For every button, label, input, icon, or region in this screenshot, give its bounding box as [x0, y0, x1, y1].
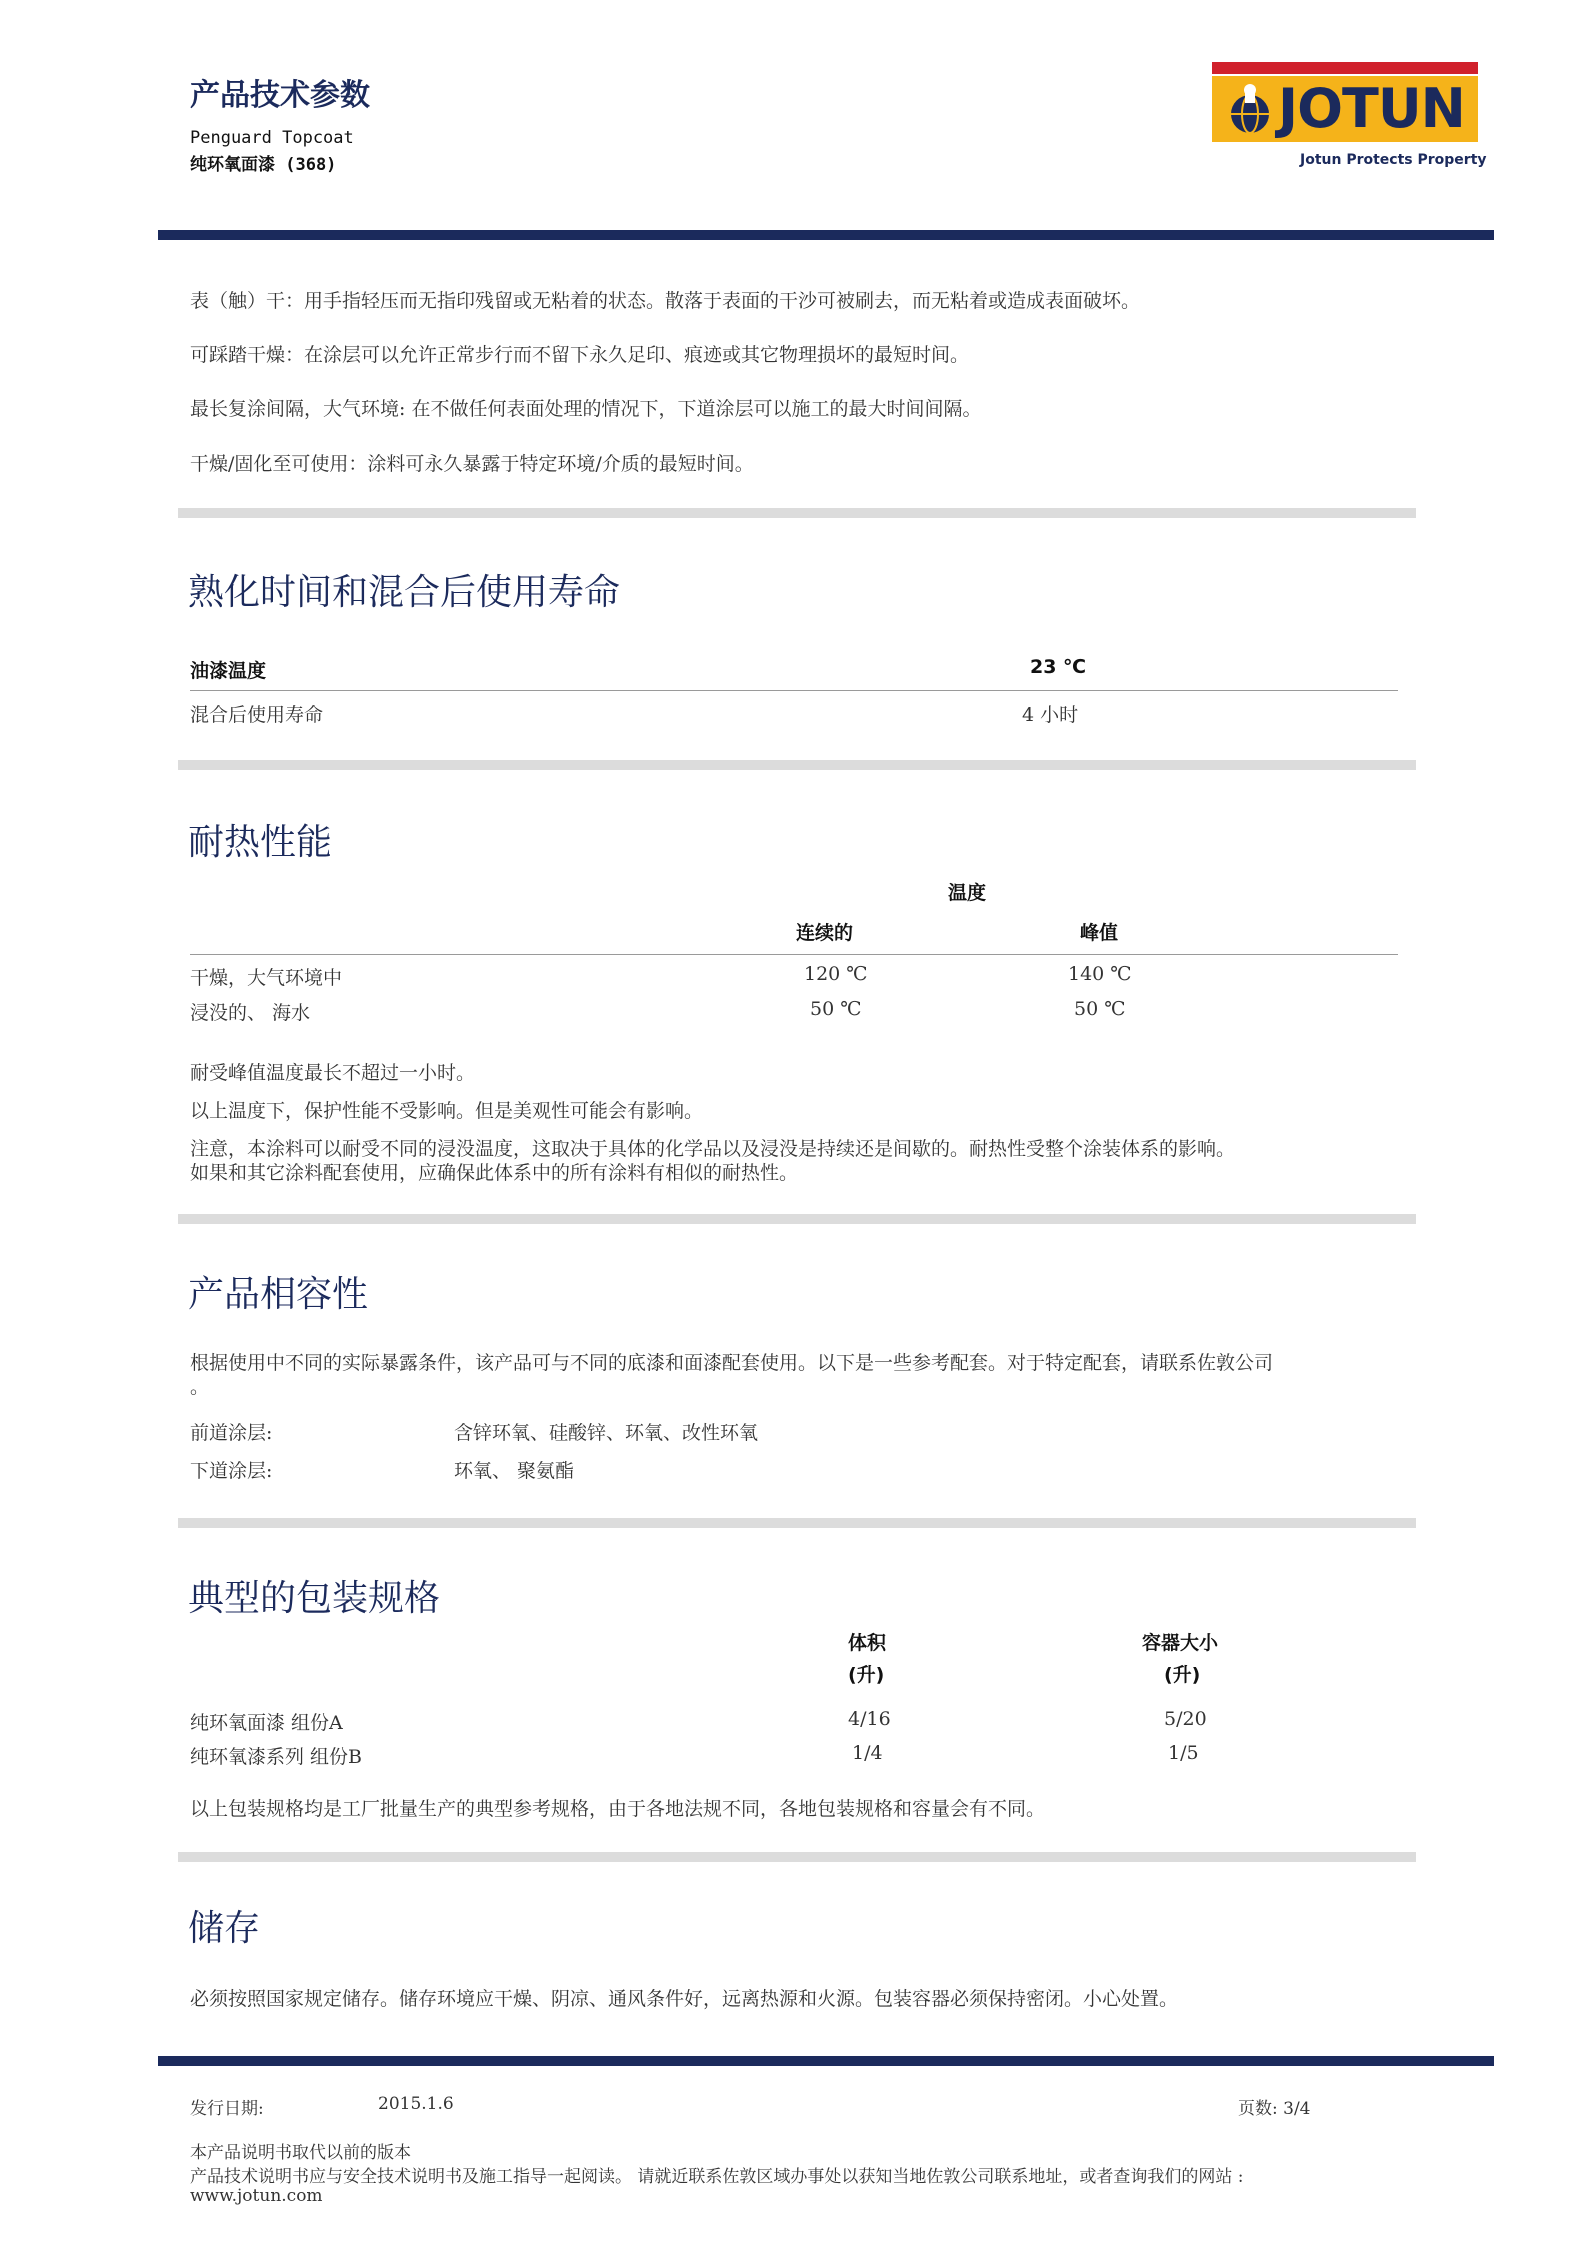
- pack-row-label: 纯环氧面漆 组份A: [190, 1712, 343, 1734]
- section-divider: [178, 1214, 1416, 1224]
- definition-touch-dry: 表（触）干：用手指轻压而无指印残留或无粘着的状态。散落于表面的干沙可被刷去，而无粘着或造成表面破坏。: [190, 290, 1141, 312]
- compat-next-label: 下道涂层:: [190, 1460, 273, 1482]
- section-heading-packaging: 典型的包装规格: [188, 1578, 441, 1619]
- issue-date-label: 发行日期:: [190, 2099, 264, 2119]
- footer-divider: [158, 2056, 1494, 2066]
- logo-tagline: Jotun Protects Property: [1300, 152, 1487, 168]
- heat-note: 注意，本涂料可以耐受不同的浸没温度，这取决于具体的化学品以及浸没是持续还是间歇的。耐热性受整个涂装体系的影响。: [190, 1138, 1236, 1160]
- heat-row-peak: 140 ℃: [1068, 963, 1132, 985]
- definition-walk-on-dry: 可踩踏干燥：在涂层可以允许正常步行而不留下永久足印、痕迹或其它物理损坏的最短时间。: [190, 344, 970, 366]
- table-rule: [190, 690, 1398, 691]
- heat-row-continuous: 120 ℃: [804, 963, 868, 985]
- section-heading-potlife: 熟化时间和混合后使用寿命: [188, 572, 621, 613]
- pack-note: 以上包装规格均是工厂批量生产的典型参考规格，由于各地法规不同，各地包装规格和容量会有不同。: [190, 1798, 1046, 1820]
- section-heading-storage: 储存: [188, 1908, 261, 1949]
- pack-col-container: 容器大小: [1142, 1632, 1219, 1654]
- product-name-en: Penguard Topcoat: [190, 128, 354, 148]
- page-number: 页数: 3/4: [1238, 2099, 1311, 2119]
- pack-row-label: 纯环氧漆系列 组份B: [190, 1746, 363, 1768]
- potlife-row-label: 混合后使用寿命: [190, 704, 324, 726]
- section-divider: [178, 1518, 1416, 1528]
- pack-row-container: 5/20: [1164, 1708, 1207, 1730]
- potlife-row-value: 4 小时: [1022, 704, 1079, 726]
- section-divider: [178, 1852, 1416, 1862]
- pack-row-volume: 1/4: [852, 1742, 883, 1764]
- heat-group-header: 温度: [948, 882, 987, 904]
- website-link[interactable]: www.jotun.com: [190, 2186, 323, 2206]
- pack-col-container-unit: (升): [1164, 1664, 1201, 1686]
- pack-col-volume: 体积: [848, 1632, 887, 1654]
- footer-note: 产品技术说明书应与安全技术说明书及施工指导一起阅读。 请就近联系佐敦区域办事处以获知当地佐敦公司联系地址，或者查询我们的网站 :: [190, 2167, 1244, 2187]
- logo-wordmark: JOTUN: [1278, 77, 1465, 140]
- heat-row-peak: 50 ℃: [1074, 998, 1126, 1020]
- potlife-col-temperature: 油漆温度: [190, 660, 267, 682]
- storage-text: 必须按照国家规定储存。储存环境应干燥、阴凉、通风条件好，远离热源和火源。包装容器必须保持密闭。小心处置。: [190, 1988, 1179, 2010]
- section-heading-heat: 耐热性能: [188, 822, 333, 863]
- definition-max-recoat: 最长复涂间隔，大气环境: 在不做任何表面处理的情况下，下道涂层可以施工的最大时间间隔。: [190, 398, 982, 420]
- pack-col-volume-unit: (升): [848, 1664, 885, 1686]
- definition-cure-to-service: 干燥/固化至可使用：涂料可永久暴露于特定环境/介质的最短时间。: [190, 453, 754, 475]
- heat-row-continuous: 50 ℃: [810, 998, 862, 1020]
- page-title: 产品技术参数: [190, 78, 370, 113]
- potlife-col-value: 23 ℃: [1030, 656, 1087, 678]
- pack-row-container: 1/5: [1168, 1742, 1199, 1764]
- heat-note: 以上温度下，保护性能不受影响。但是美观性可能会有影响。: [190, 1100, 704, 1122]
- heat-note: 耐受峰值温度最长不超过一小时。: [190, 1062, 476, 1084]
- compat-prev-value: 含锌环氧、硅酸锌、环氧、改性环氧: [454, 1422, 759, 1444]
- table-rule: [190, 954, 1398, 955]
- heat-row-label: 浸没的、 海水: [190, 1002, 311, 1024]
- section-divider: [178, 760, 1416, 770]
- heat-col-continuous: 连续的: [796, 922, 854, 944]
- compat-prev-label: 前道涂层:: [190, 1422, 273, 1444]
- pack-row-volume: 4/16: [848, 1708, 891, 1730]
- footer-note: 本产品说明书取代以前的版本: [190, 2143, 411, 2163]
- compat-intro-tail: 。: [190, 1376, 210, 1398]
- product-name-cn: 纯环氧面漆 (368): [190, 155, 337, 175]
- section-heading-compat: 产品相容性: [188, 1274, 369, 1315]
- header-divider: [158, 230, 1494, 240]
- compat-next-value: 环氧、 聚氨酯: [454, 1460, 575, 1482]
- globe-figure-icon: [1226, 82, 1274, 138]
- issue-date: 2015.1.6: [378, 2094, 454, 2114]
- heat-col-peak: 峰值: [1080, 922, 1119, 944]
- compat-intro: 根据使用中不同的实际暴露条件，该产品可与不同的底漆和面漆配套使用。以下是一些参考配套。对于特定配套，请联系佐敦公司: [190, 1352, 1274, 1374]
- logo-red-band: [1212, 62, 1478, 74]
- section-divider: [178, 508, 1416, 518]
- heat-row-label: 干燥，大气环境中: [190, 967, 343, 989]
- heat-note: 如果和其它涂料配套使用，应确保此体系中的所有涂料有相似的耐热性。: [190, 1162, 799, 1184]
